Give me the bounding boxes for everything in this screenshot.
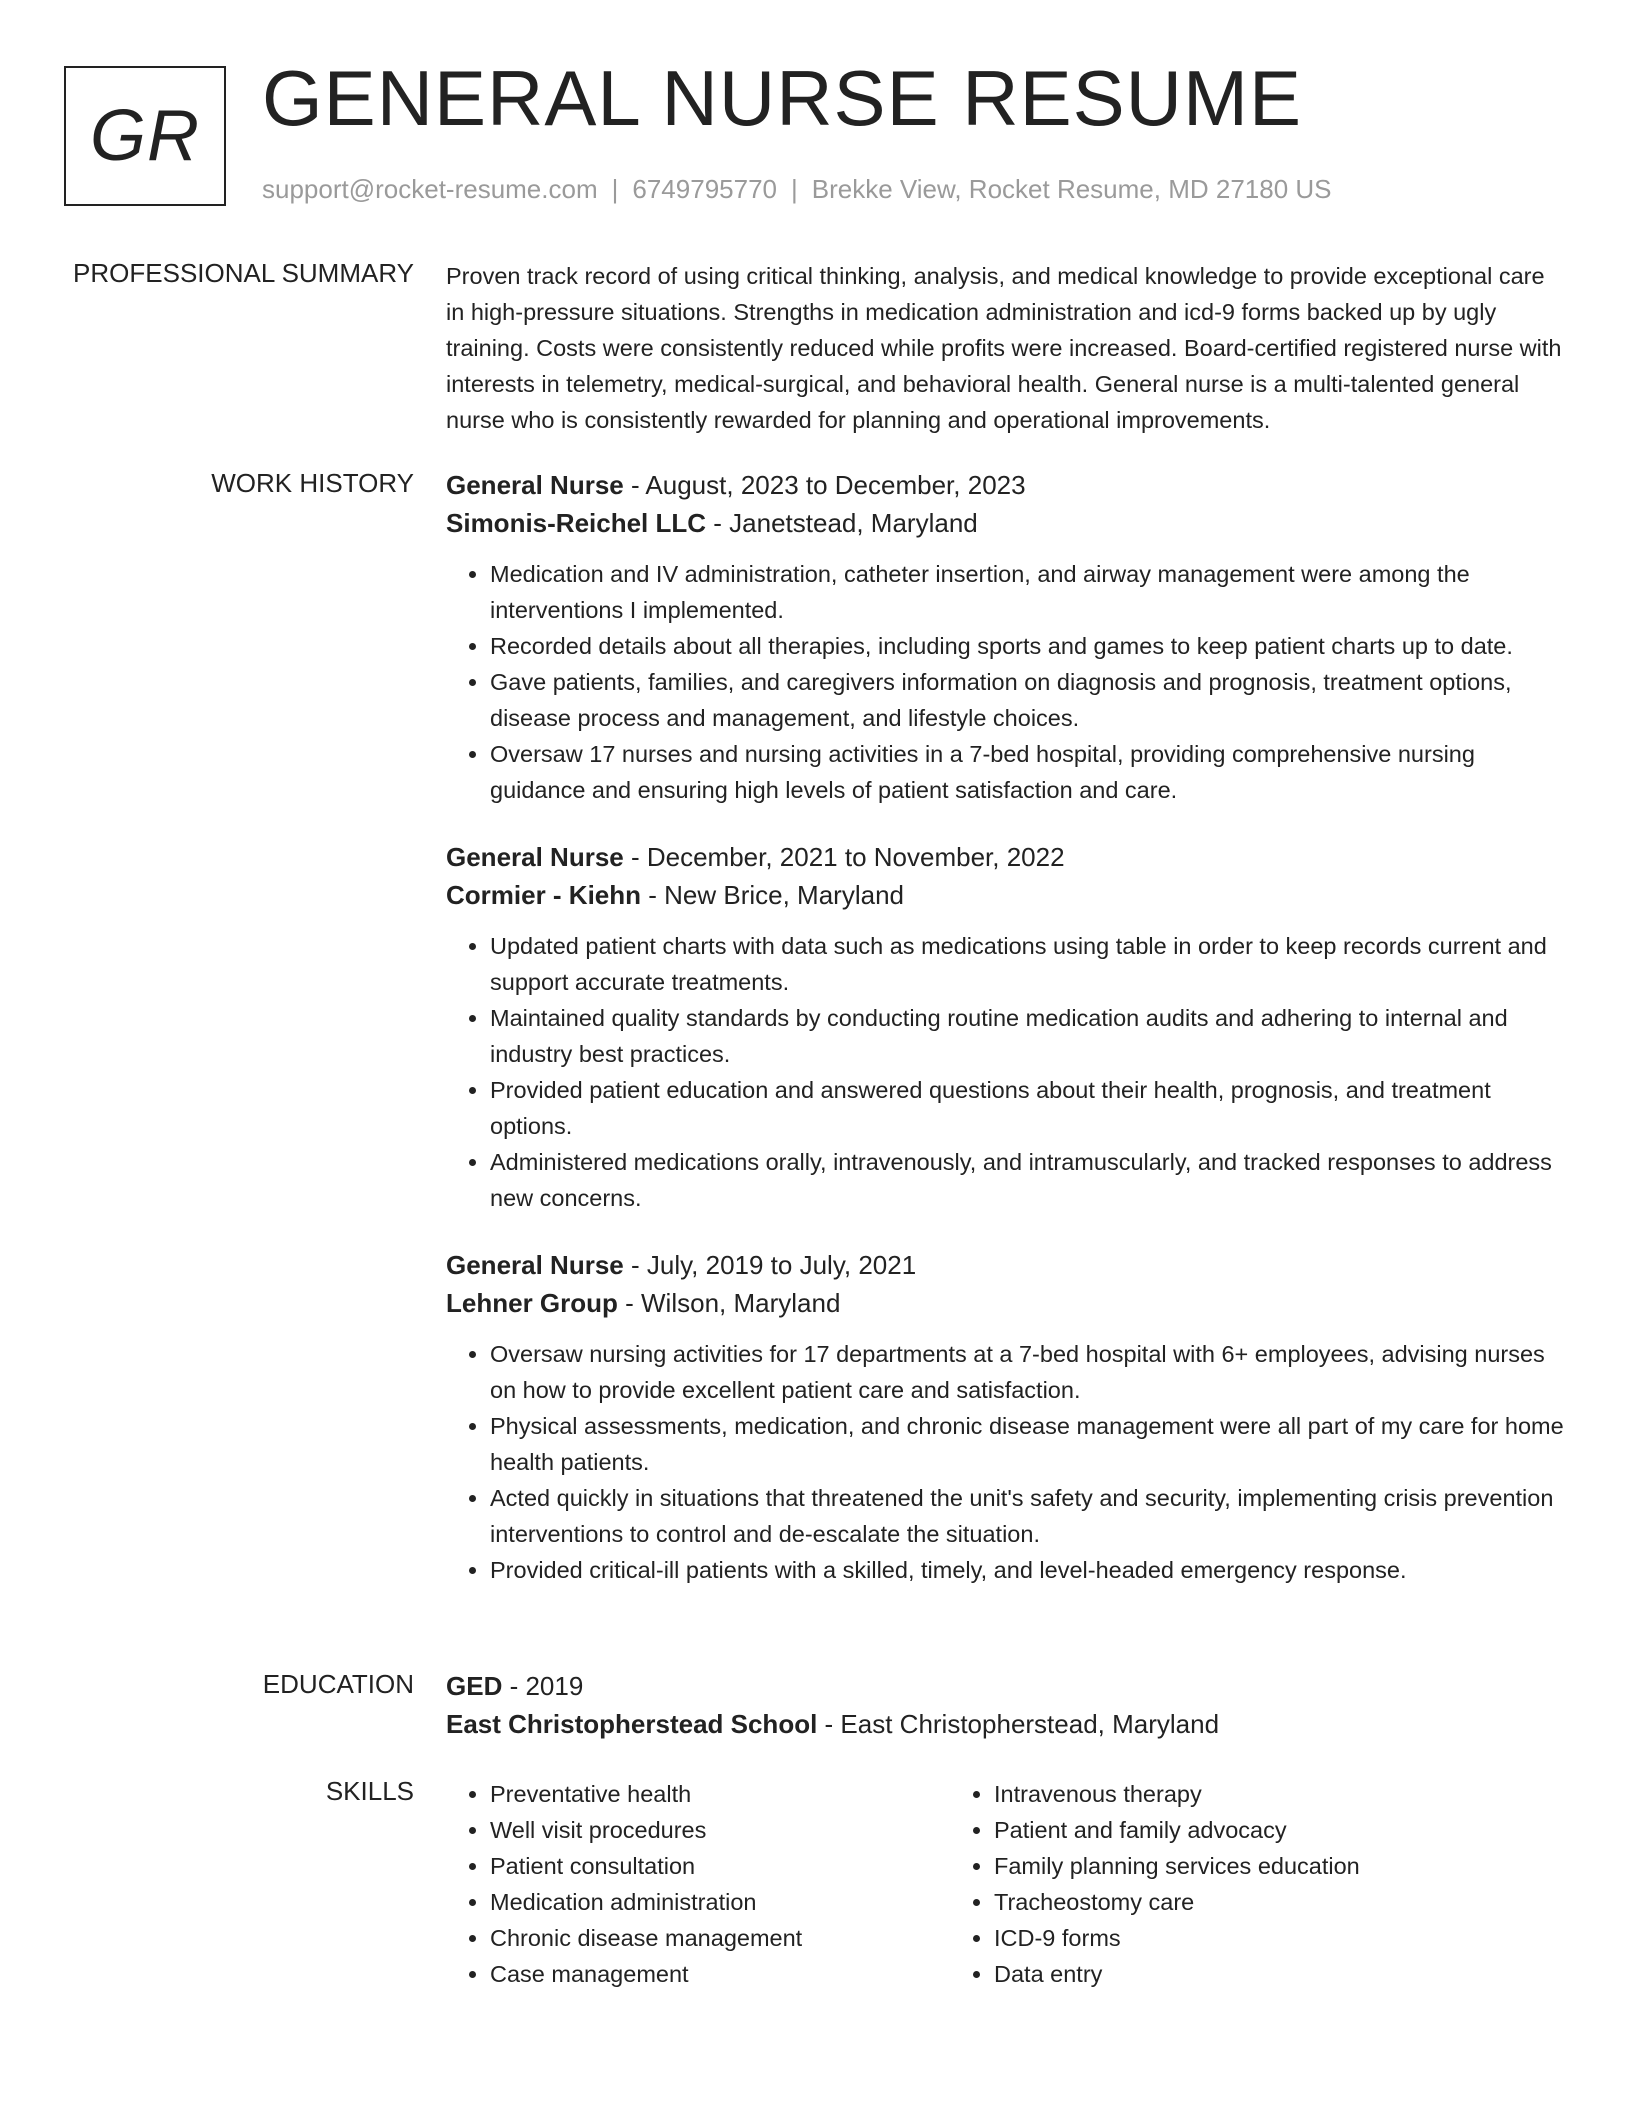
job-title: General Nurse bbox=[446, 1250, 624, 1280]
job-title-line bbox=[446, 466, 1566, 504]
skill-item: • ICD-9 forms bbox=[994, 1920, 1454, 1956]
skill-item: • Well visit procedures bbox=[490, 1812, 950, 1848]
education-heading: EDUCATION bbox=[262, 1669, 414, 1699]
job-entry bbox=[446, 466, 1566, 808]
job-dates: - August, 2023 to December, 2023 bbox=[623, 470, 1026, 500]
summary-heading: PROFESSIONAL SUMMARY bbox=[73, 258, 414, 288]
job-bullet: • Administered medications orally, intravenously, and intramuscularly, and tracked responses to address new concerns. bbox=[490, 1144, 1566, 1216]
education-year: - 2019 bbox=[502, 1671, 584, 1701]
skills-list-right bbox=[950, 1776, 1454, 1992]
job-bullet: • Gave patients, families, and caregivers information on diagnosis and prognosis, treatment options, disease process and management, and lifestyle choices. bbox=[490, 664, 1566, 736]
skill-item: • Preventative health bbox=[490, 1776, 950, 1812]
job-dates: - December, 2021 to November, 2022 bbox=[623, 842, 1065, 872]
skills-list-left bbox=[446, 1776, 950, 1992]
contact-phone: 6749795770 bbox=[632, 174, 777, 204]
job-bullet: • Recorded details about all therapies, including sports and games to keep patient charts up to date. bbox=[490, 628, 1566, 664]
job-company: Lehner Group bbox=[446, 1288, 618, 1318]
job-bullets bbox=[446, 556, 1566, 808]
job-bullet: • Maintained quality standards by conducting routine medication audits and adhering to internal and industry best practices. bbox=[490, 1000, 1566, 1072]
job-location: - Janetstead, Maryland bbox=[706, 508, 978, 538]
skill-item: • Chronic disease management bbox=[490, 1920, 950, 1956]
job-dates: - July, 2019 to July, 2021 bbox=[623, 1250, 917, 1280]
skill-item: • Medication administration bbox=[490, 1884, 950, 1920]
contact-address: Brekke View, Rocket Resume, MD 27180 US bbox=[811, 174, 1332, 204]
education-degree: GED bbox=[446, 1671, 503, 1701]
job-bullet: • Acted quickly in situations that threatened the unit's safety and security, implementing crisis prevention interventions to control and de-escalate the situation. bbox=[490, 1480, 1566, 1552]
contact-separator: | bbox=[611, 174, 619, 204]
job-bullet: • Oversaw nursing activities for 17 departments at a 7-bed hospital with 6+ employees, advising nurses on how to provide excellent patient care and satisfaction. bbox=[490, 1336, 1566, 1408]
work-history-heading: WORK HISTORY bbox=[211, 468, 414, 498]
job-title: General Nurse bbox=[446, 470, 624, 500]
skill-item: • Patient and family advocacy bbox=[994, 1812, 1454, 1848]
education-degree-line bbox=[446, 1667, 1566, 1705]
job-bullet: • Physical assessments, medication, and chronic disease management were all part of my care for home health patients. bbox=[490, 1408, 1566, 1480]
skills-columns bbox=[446, 1776, 1566, 1992]
job-company-line bbox=[446, 876, 1566, 914]
job-company: Simonis-Reichel LLC bbox=[446, 508, 707, 538]
job-company: Cormier - Kiehn bbox=[446, 880, 642, 910]
contact-separator: | bbox=[791, 174, 798, 204]
skill-item: • Data entry bbox=[994, 1956, 1454, 1992]
skill-item: • Patient consultation bbox=[490, 1848, 950, 1884]
education-location: - East Christopherstead, Maryland bbox=[817, 1709, 1220, 1739]
job-company-line bbox=[446, 1284, 1566, 1322]
page-title: GENERAL NURSE RESUME bbox=[262, 54, 1302, 142]
job-bullet: • Provided patient education and answered questions about their health, prognosis, and treatment options. bbox=[490, 1072, 1566, 1144]
job-entry bbox=[446, 1246, 1566, 1588]
summary-text: Proven track record of using critical thinking, analysis, and medical knowledge to provide exceptional care in high-pressure situations. Strengths in medication administration and icd-9 forms backed up by ugly training. Costs were consistently reduced while profits were increased. Board-certified registered nurse with interests in telemetry, medical-surgical, and behavioral health. General nurse is a multi-talented general nurse who is consistently rewarded for planning and operational improvements. bbox=[446, 263, 1562, 433]
job-bullets bbox=[446, 928, 1566, 1216]
monogram: GR bbox=[64, 66, 226, 206]
job-bullet: • Provided critical-ill patients with a skilled, timely, and level-headed emergency response. bbox=[490, 1552, 1566, 1588]
education-school-line bbox=[446, 1705, 1566, 1743]
job-bullet: • Oversaw 17 nurses and nursing activities in a 7-bed hospital, providing comprehensive nursing guidance and ensuring high levels of patient satisfaction and care. bbox=[490, 736, 1566, 808]
job-entry bbox=[446, 838, 1566, 1216]
skill-item: • Intravenous therapy bbox=[994, 1776, 1454, 1812]
job-title: General Nurse bbox=[446, 842, 624, 872]
skill-item: • Case management bbox=[490, 1956, 950, 1992]
job-location: - Wilson, Maryland bbox=[617, 1288, 841, 1318]
job-title-line bbox=[446, 838, 1566, 876]
job-location: - New Brice, Maryland bbox=[641, 880, 904, 910]
skill-item: • Tracheostomy care bbox=[994, 1884, 1454, 1920]
contact-line bbox=[262, 174, 1332, 205]
job-bullet: • Updated patient charts with data such as medications using table in order to keep records current and support accurate treatments. bbox=[490, 928, 1566, 1000]
skills-heading: SKILLS bbox=[325, 1776, 414, 1806]
contact-email: support@rocket-resume.com bbox=[262, 174, 598, 204]
job-bullets bbox=[446, 1336, 1566, 1588]
job-title-line bbox=[446, 1246, 1566, 1284]
education-school: East Christopherstead School bbox=[446, 1709, 818, 1739]
job-bullet: • Medication and IV administration, catheter insertion, and airway management were among the interventions I implemented. bbox=[490, 556, 1566, 628]
skill-item: • Family planning services education bbox=[994, 1848, 1454, 1884]
job-company-line bbox=[446, 504, 1566, 542]
